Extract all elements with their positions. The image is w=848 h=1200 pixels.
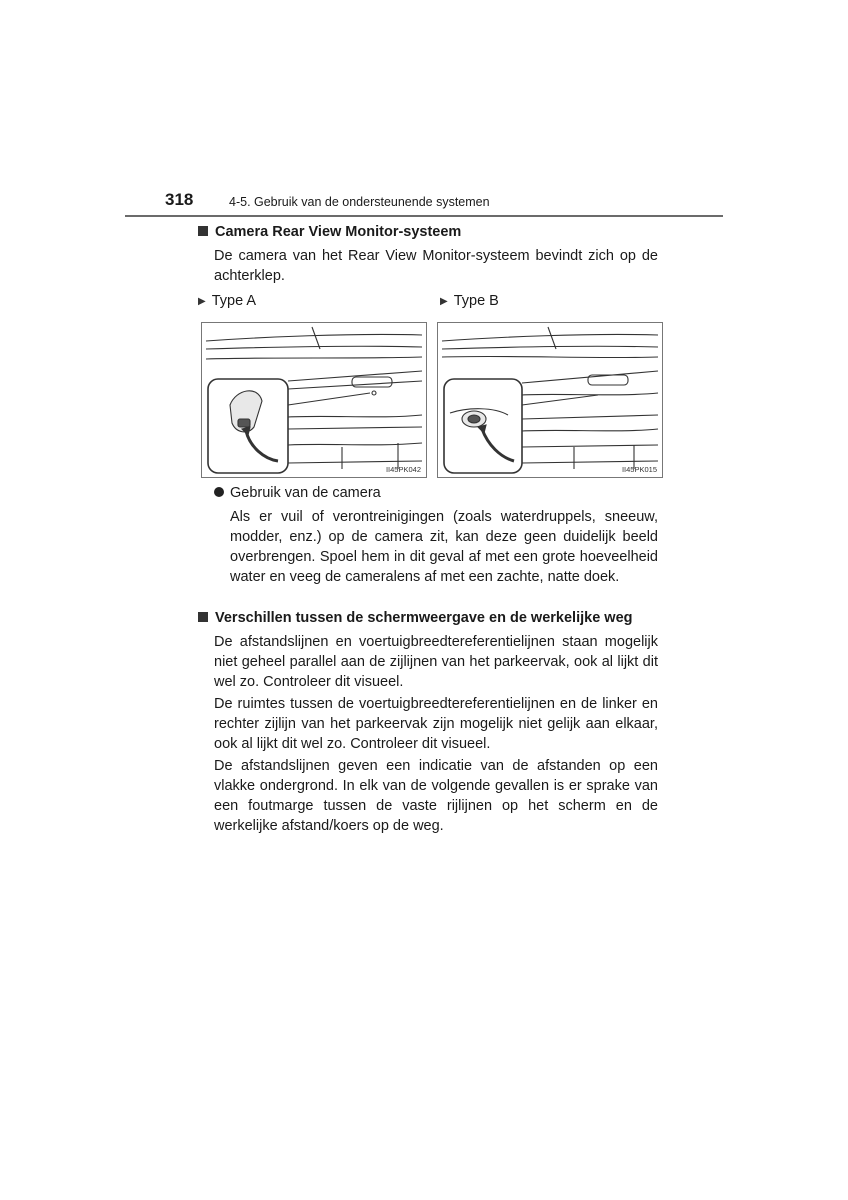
differences-paragraph-3: De afstandslijnen geven een indicatie van de afstanden op een vlakke ondergrond. In elk van de volgende gevallen is er sprake van een foutmarge tussen de vaste rijlijnen op het scherm en de werkelijke afstand/koers op de weg. bbox=[214, 758, 658, 834]
type-a-label bbox=[198, 293, 256, 309]
differences-paragraph-2: De ruimtes tussen de voertuigbreedtereferentielijnen en de linker en rechter zijlijn van het parkeervak zijn mogelijk niet gelijk aan elkaar, ook al lijkt dit wel zo. Controleer dit visueel. bbox=[214, 696, 658, 752]
square-bullet-icon bbox=[198, 612, 208, 622]
figure-type-a bbox=[201, 322, 427, 478]
section-title: 4-5. Gebruik van de ondersteunende systemen bbox=[229, 195, 490, 209]
round-bullet-icon bbox=[214, 487, 224, 497]
triangle-right-icon: ▶ bbox=[198, 296, 206, 307]
camera-intro-paragraph: De camera van het Rear View Monitor-systeem bevindt zich op de achterklep. bbox=[214, 248, 658, 284]
tailgate-camera-illustration-b bbox=[438, 323, 662, 477]
figure-code-a: II45PK042 bbox=[385, 465, 421, 474]
usage-paragraph: Als er vuil of verontreinigingen (zoals waterdruppels, sneeuw, modder, enz.) op de camera zit, kan deze geen duidelijk beeld overbrengen. Spoel hem in dit geval af met een grote hoeveelheid water en veeg de cameralens af met een zachte, natte doek. bbox=[230, 509, 658, 585]
camera-heading-text: Camera Rear View Monitor-systeem bbox=[215, 224, 462, 240]
camera-section-heading bbox=[198, 224, 461, 240]
differences-section-heading bbox=[198, 610, 632, 626]
type-b-label-text: Type B bbox=[453, 293, 499, 309]
page-number: 318 bbox=[165, 190, 194, 209]
header-divider bbox=[125, 215, 723, 217]
tailgate-camera-illustration-a bbox=[202, 323, 426, 477]
type-b-label bbox=[440, 293, 499, 309]
page-header bbox=[125, 188, 723, 218]
usage-heading-text: Gebruik van de camera bbox=[230, 485, 381, 501]
differences-heading-text: Verschillen tussen de schermweergave en de werkelijke weg bbox=[215, 610, 633, 626]
usage-heading bbox=[214, 485, 381, 501]
type-a-label-text: Type A bbox=[211, 293, 257, 309]
triangle-right-icon: ▶ bbox=[440, 296, 448, 307]
figure-type-b bbox=[437, 322, 663, 478]
square-bullet-icon bbox=[198, 226, 208, 236]
figure-code-b: II45PK015 bbox=[621, 465, 657, 474]
differences-paragraph-1: De afstandslijnen en voertuigbreedtereferentielijnen staan mogelijk niet geheel parallel aan de zijlijnen van het parkeervak, ook al lijkt dit wel zo. Controleer dit visueel. bbox=[214, 634, 658, 690]
